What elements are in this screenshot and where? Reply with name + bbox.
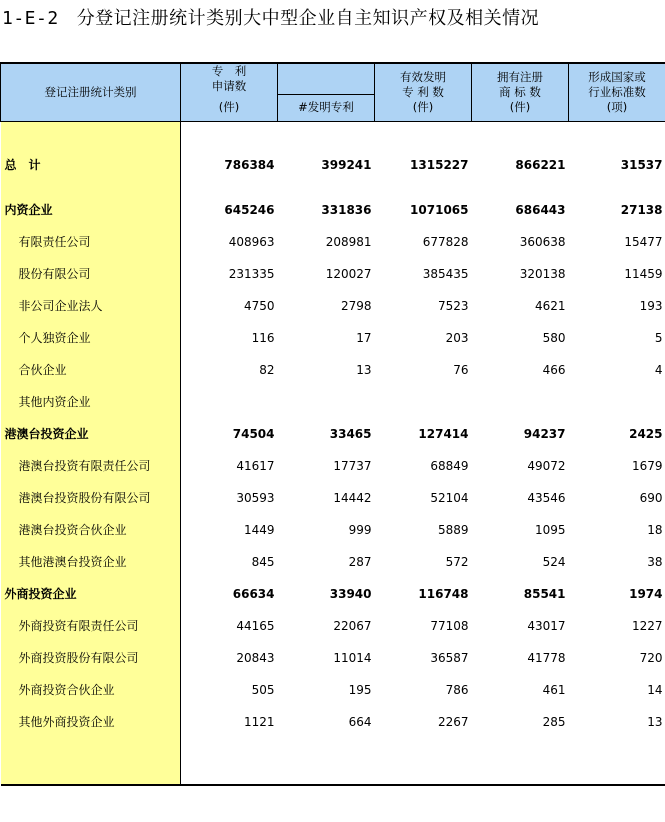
cell-value: 76 [453,362,469,377]
cell-value: 82 [259,362,275,377]
cell-value: 31537 [620,157,663,172]
cell-value: 66634 [232,586,275,601]
cell-value: 720 [639,650,663,665]
row-label: 个人独资企业 [1,322,181,354]
cell-value: 38 [647,554,663,569]
cell-value: 505 [251,682,275,697]
cell-value: 1071065 [410,202,469,217]
table-row [1,290,665,322]
row-label: 有限责任公司 [1,226,181,258]
table-row [1,258,665,290]
cell-value: 44165 [236,618,275,633]
cell-value: 43017 [527,618,566,633]
row-label: 外商投资企业 [1,578,181,610]
cell-value: 580 [542,330,566,345]
row-label: 合伙企业 [1,354,181,386]
cell-value: 5889 [437,522,469,537]
row-label: 其他内资企业 [1,386,181,418]
cell-value: 5 [654,330,663,345]
cell-value: 14442 [333,490,372,505]
cell-value: 17 [356,330,372,345]
cell-value: 33940 [329,586,372,601]
row-label: 总 计 [1,136,181,194]
header-standards: 形成国家或 行业标准数 (项) [569,63,665,121]
table-row [1,226,665,258]
row-label: 港澳台投资有限责任公司 [1,450,181,482]
table-row [1,322,665,354]
table-row [1,354,665,386]
data-table [0,62,665,786]
cell-value: 94237 [523,426,566,441]
cell-value: 786384 [224,157,275,172]
cell-value [278,386,375,418]
table-row [1,514,665,546]
cell-value: 1121 [243,714,275,729]
cell-value: 43546 [527,490,566,505]
cell-value: 1315227 [410,157,469,172]
header-valid-invention: 有效发明 专 利 数 (件) [375,63,472,121]
cell-value: 385435 [422,266,469,281]
table-row [1,578,665,610]
cell-value: 466 [542,362,566,377]
cell-value: 1449 [243,522,275,537]
cell-value: 33465 [329,426,372,441]
cell-value [569,386,665,418]
table-row [1,450,665,482]
cell-value: 11014 [333,650,372,665]
cell-value: 4 [654,362,663,377]
cell-value: 85541 [523,586,566,601]
cell-value: 4750 [243,298,275,313]
table-row [1,642,665,674]
cell-value: 41617 [236,458,275,473]
cell-value: 285 [542,714,566,729]
table-row [1,136,665,194]
cell-value: 360638 [519,234,566,249]
header-trademarks: 拥有注册 商 标 数 (件) [472,63,569,121]
cell-value: 999 [348,522,372,537]
header-patent-spacer [278,63,375,94]
cell-value: 866221 [515,157,566,172]
cell-value: 845 [251,554,275,569]
cell-value: 572 [445,554,469,569]
cell-value: 68849 [430,458,469,473]
cell-value: 77108 [430,618,469,633]
cell-value [472,386,569,418]
cell-value: 203 [445,330,469,345]
cell-value: 13 [647,714,663,729]
cell-value: 13 [356,362,372,377]
cell-value: 74504 [232,426,275,441]
cell-value: 195 [348,682,372,697]
cell-value: 17737 [333,458,372,473]
row-label: 非公司企业法人 [1,290,181,322]
cell-value: 524 [542,554,566,569]
row-label: 其他港澳台投资企业 [1,546,181,578]
cell-value: 1095 [534,522,566,537]
cell-value: 1227 [631,618,663,633]
row-label: 港澳台投资企业 [1,418,181,450]
row-label: 港澳台投资合伙企业 [1,514,181,546]
cell-value: 690 [639,490,663,505]
header-patent-apps: 专 利 申请数 [181,63,278,94]
cell-value [181,386,278,418]
header-category: 登记注册统计类别 [1,63,181,121]
table-row [1,386,665,418]
cell-value: 399241 [321,157,372,172]
row-label: 外商投资合伙企业 [1,674,181,706]
cell-value: 331836 [321,202,372,217]
row-label: 其他外商投资企业 [1,706,181,738]
cell-value: 15477 [624,234,663,249]
cell-value: 49072 [527,458,566,473]
table-row [1,674,665,706]
row-label: 股份有限公司 [1,258,181,290]
row-label: 外商投资有限责任公司 [1,610,181,642]
cell-value [375,386,472,418]
cell-value: 408963 [228,234,275,249]
cell-value: 18 [647,522,663,537]
cell-value: 231335 [228,266,275,281]
table-row [1,194,665,226]
row-label: 外商投资股份有限公司 [1,642,181,674]
cell-value: 320138 [519,266,566,281]
page-title [2,6,539,32]
cell-value: 27138 [620,202,663,217]
cell-value: 4621 [534,298,566,313]
cell-value: 1974 [629,586,663,601]
table-row [1,482,665,514]
cell-value: 41778 [527,650,566,665]
cell-value: 287 [348,554,372,569]
cell-value: 193 [639,298,663,313]
cell-value: 2425 [629,426,663,441]
table-row [1,610,665,642]
cell-value: 22067 [333,618,372,633]
table-title: 分登记注册统计类别大中型企业自主知识产权及相关情况 [76,8,540,29]
cell-value: 677828 [422,234,469,249]
cell-value: 786 [445,682,469,697]
header-invention: #发明专利 [278,94,375,121]
spacer-row [1,121,665,136]
row-label: 内资企业 [1,194,181,226]
cell-value: 645246 [224,202,275,217]
cell-value: 208981 [325,234,372,249]
cell-value: 1679 [631,458,663,473]
cell-value: 2798 [340,298,372,313]
row-label: 港澳台投资股份有限公司 [1,482,181,514]
cell-value: 14 [647,682,663,697]
cell-value: 7523 [437,298,469,313]
header-patent-unit: (件) [181,94,278,121]
cell-value: 30593 [236,490,275,505]
cell-value: 664 [348,714,372,729]
cell-value: 20843 [236,650,275,665]
table-code: 1-E-2 [2,8,59,29]
cell-value: 116 [251,330,275,345]
cell-value: 116748 [418,586,469,601]
table-end-row [1,738,665,785]
cell-value: 2267 [437,714,469,729]
cell-value: 686443 [515,202,566,217]
table-row [1,546,665,578]
table-row [1,706,665,738]
cell-value: 127414 [418,426,469,441]
cell-value: 36587 [430,650,469,665]
cell-value: 120027 [325,266,372,281]
cell-value: 461 [542,682,566,697]
cell-value: 11459 [624,266,663,281]
table-row [1,418,665,450]
cell-value: 52104 [430,490,469,505]
